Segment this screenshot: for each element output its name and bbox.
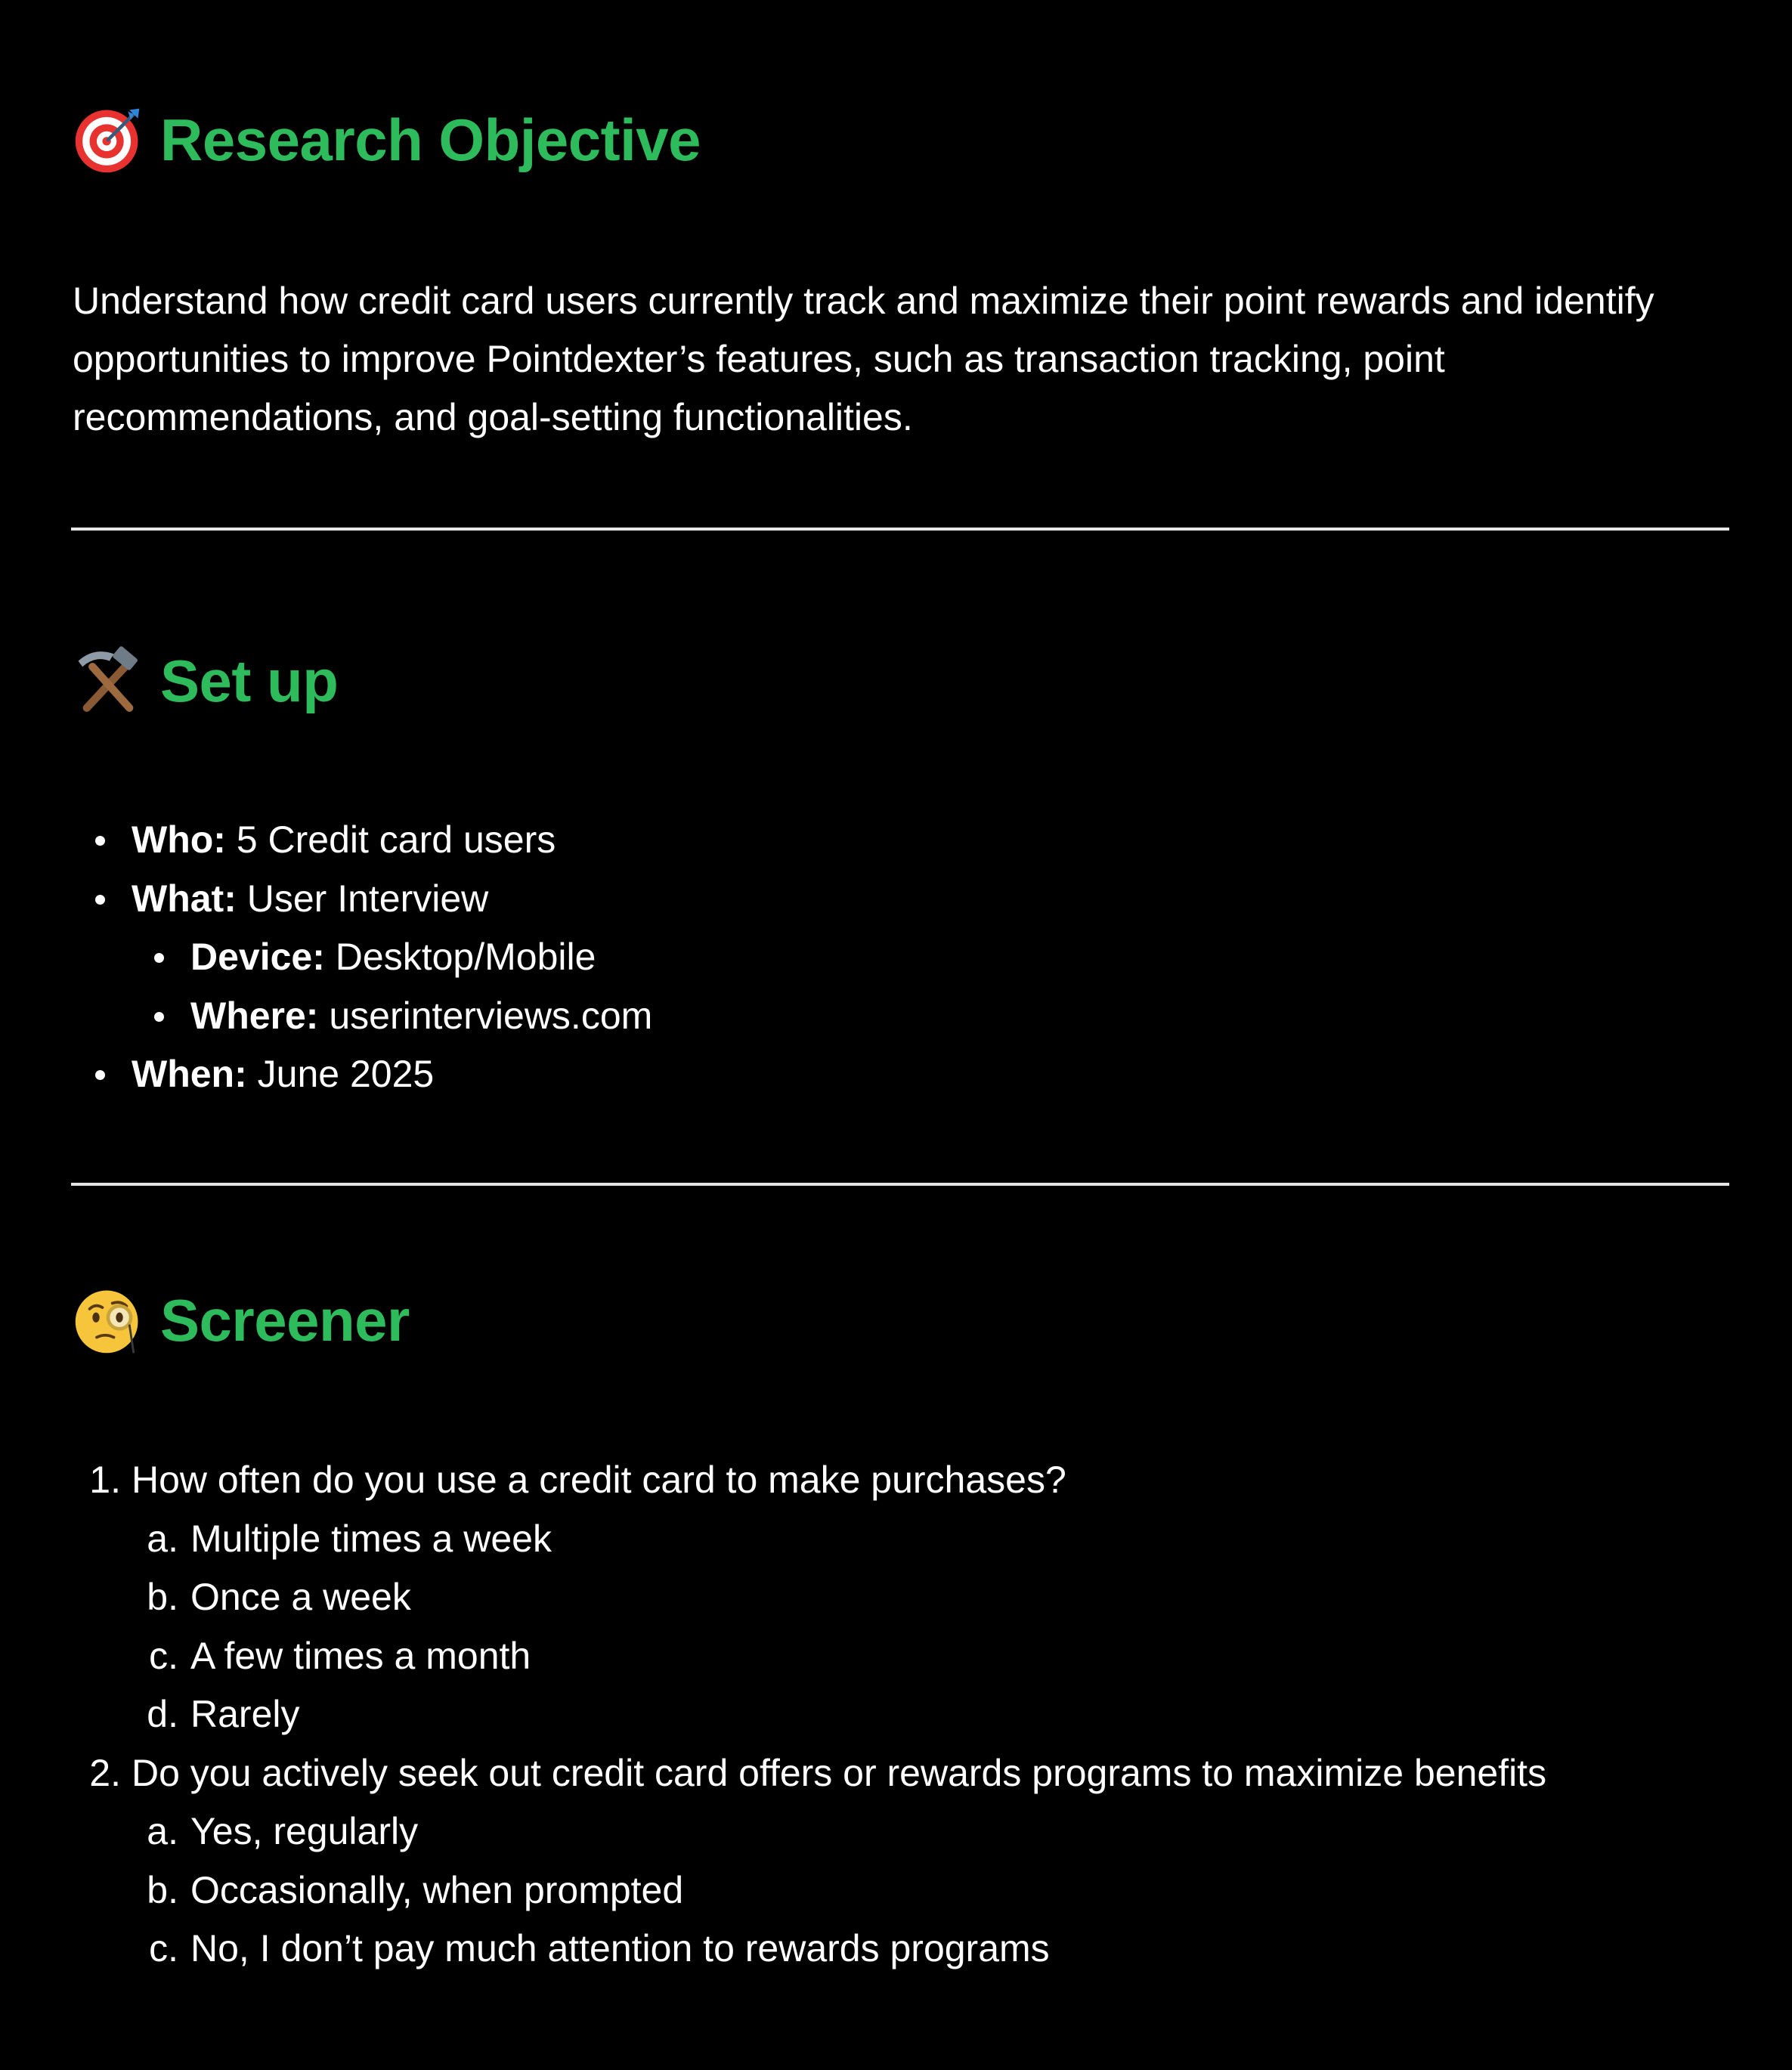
monocle-face-icon [73,1285,144,1356]
question-number: 2. [89,1751,121,1794]
bullet [95,1070,105,1080]
section-title: Research Objective [160,107,701,173]
section-title: Set up [160,648,339,714]
setup-value: User Interview [246,877,489,920]
setup-label: Device: [190,936,325,978]
divider [71,1183,1729,1186]
option-text: A few times a month [190,1634,531,1677]
section-title: Screener [160,1287,410,1354]
target-icon [73,104,144,175]
option-letter: a. [147,1810,178,1852]
bullet [95,895,105,905]
option-letter: c. [149,1927,178,1969]
option-letter: c. [149,1634,178,1677]
setup-label: When: [132,1053,247,1095]
setup-value: June 2025 [257,1053,435,1095]
option-letter: b. [147,1576,178,1618]
divider [71,528,1729,531]
option-text: Yes, regularly [190,1810,419,1852]
setup-value: Desktop/Mobile [335,936,596,978]
option-text: No, I don’t pay much attention to rewards programs [190,1927,1050,1969]
option-letter: b. [147,1868,178,1911]
setup-label: Where: [190,994,319,1037]
question-number: 1. [89,1459,121,1501]
research-objective-text: Understand how credit card users currently track and maximize their point rewards and identify opportunities to improve Pointdexter’s features, such as transaction tracking, point recommendations, and goal-setting functionalities. [73,280,1654,438]
bullet [154,953,164,963]
option-text: Once a week [190,1576,411,1618]
setup-value: 5 Credit card users [236,818,556,861]
option-letter: a. [147,1517,178,1560]
option-text: Multiple times a week [190,1517,552,1560]
bullet [95,836,105,846]
question-text: How often do you use a credit card to make purchases? [132,1459,1066,1501]
question-text: Do you actively seek out credit card offers or rewards programs to maximize benefits [132,1751,1547,1794]
hammer-and-pick-icon [73,645,144,716]
option-letter: d. [147,1693,178,1735]
setup-label: Who: [132,818,226,861]
setup-value: userinterviews.com [329,994,653,1037]
screener-heading [73,1279,410,1362]
setup-heading [73,639,338,722]
option-text: Rarely [190,1693,300,1735]
option-text: Occasionally, when prompted [190,1868,684,1911]
bullet [154,1012,164,1022]
research-objective-heading [73,98,701,181]
setup-label: What: [132,877,237,920]
